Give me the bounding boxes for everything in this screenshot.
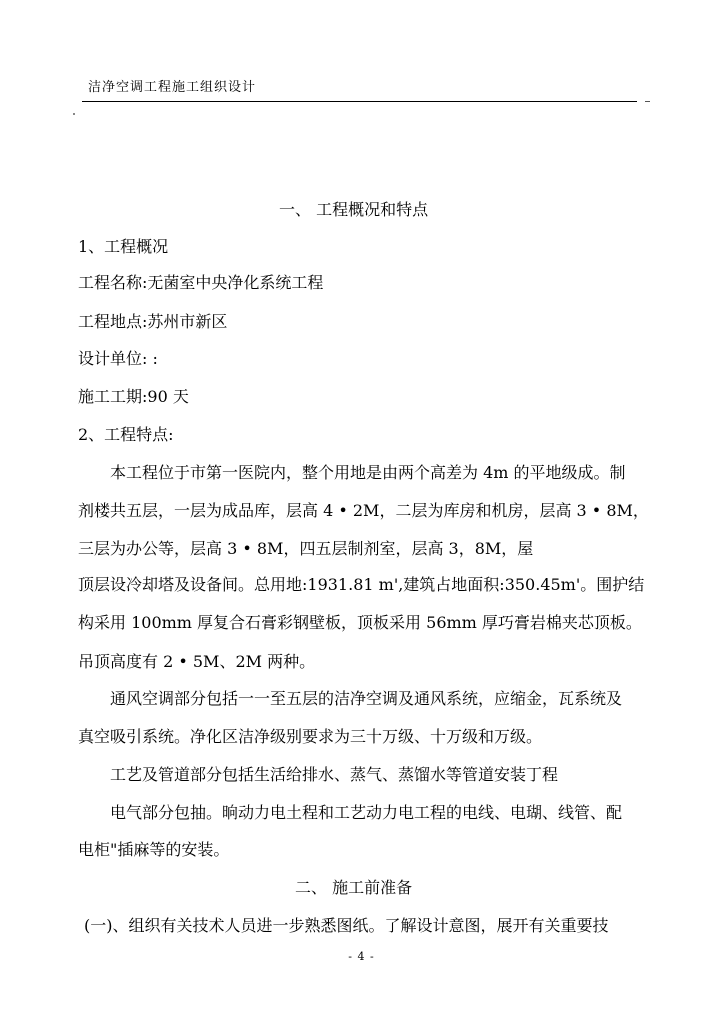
paragraph-line: 电气部分包抽。晌动力电土程和工艺动力电工程的电线、电瑚、线管、配 [110,803,623,822]
paragraph-line: 通风空调部分包括一一至五层的洁净空调及通风系统，应缩金，瓦系统及 [110,689,623,708]
subheading-features: 2、工程特点: [78,425,174,444]
header-rule-mark [645,101,650,102]
subheading-overview: 1、工程概况 [78,237,169,256]
paragraph-line: 本工程位于市第一医院内，整个用地是由两个高差为 4m 的平地级成。制 [110,463,626,482]
project-name-line: 工程名称:无菌室中央净化系统工程 [78,273,324,292]
paragraph-line: 构采用 100mm 厚复合石膏彩钢壁板，顶板采用 56mm 厚巧膏岩棉夹芯顶板。 [78,613,642,632]
section2-item: (一)、组织有关技术人员进一步熟悉图纸。了解设计意图，展开有关重要技 [84,916,609,935]
paragraph-line: 顶层设冷却塔及设备间。总用地:1931.81 m',建筑占地面积:350.45m'。围护结 [78,575,645,594]
header-dot [73,113,75,115]
running-header: 洁净空调工程施工组织设计 [88,80,257,95]
project-location-line: 工程地点:苏州市新区 [78,312,228,331]
design-unit-line: 设计单位: : [78,349,158,368]
paragraph-line: 剂楼共五层，一层为成品库，层高 4 • 2M，二层为库房和机房，层高 3 • 8M， [78,501,649,520]
section2-heading: 二、 施工前准备 [295,878,413,897]
duration-line: 施工工期:90 天 [78,387,189,406]
paragraph-line: 真空吸引系统。净化区洁净级别要求为三十万级、十万级和万级。 [78,727,543,746]
paragraph-line: 工艺及管道部分包括生活给排水、蒸气、蒸馏水等管道安装丁程 [110,765,559,784]
paragraph-line: 电柜"插麻等的安装。 [78,840,230,859]
header-rule [82,101,637,102]
paragraph-line: 三层为办公等，层高 3 • 8M，四五层制剂室，层高 3，8M，屋 [78,539,534,558]
section1-heading: 一、 工程概况和特点 [279,200,429,219]
paragraph-line: 吊顶高度有 2 • 5M、2M 两种。 [78,652,316,671]
page-number: - 4 - [348,950,375,963]
